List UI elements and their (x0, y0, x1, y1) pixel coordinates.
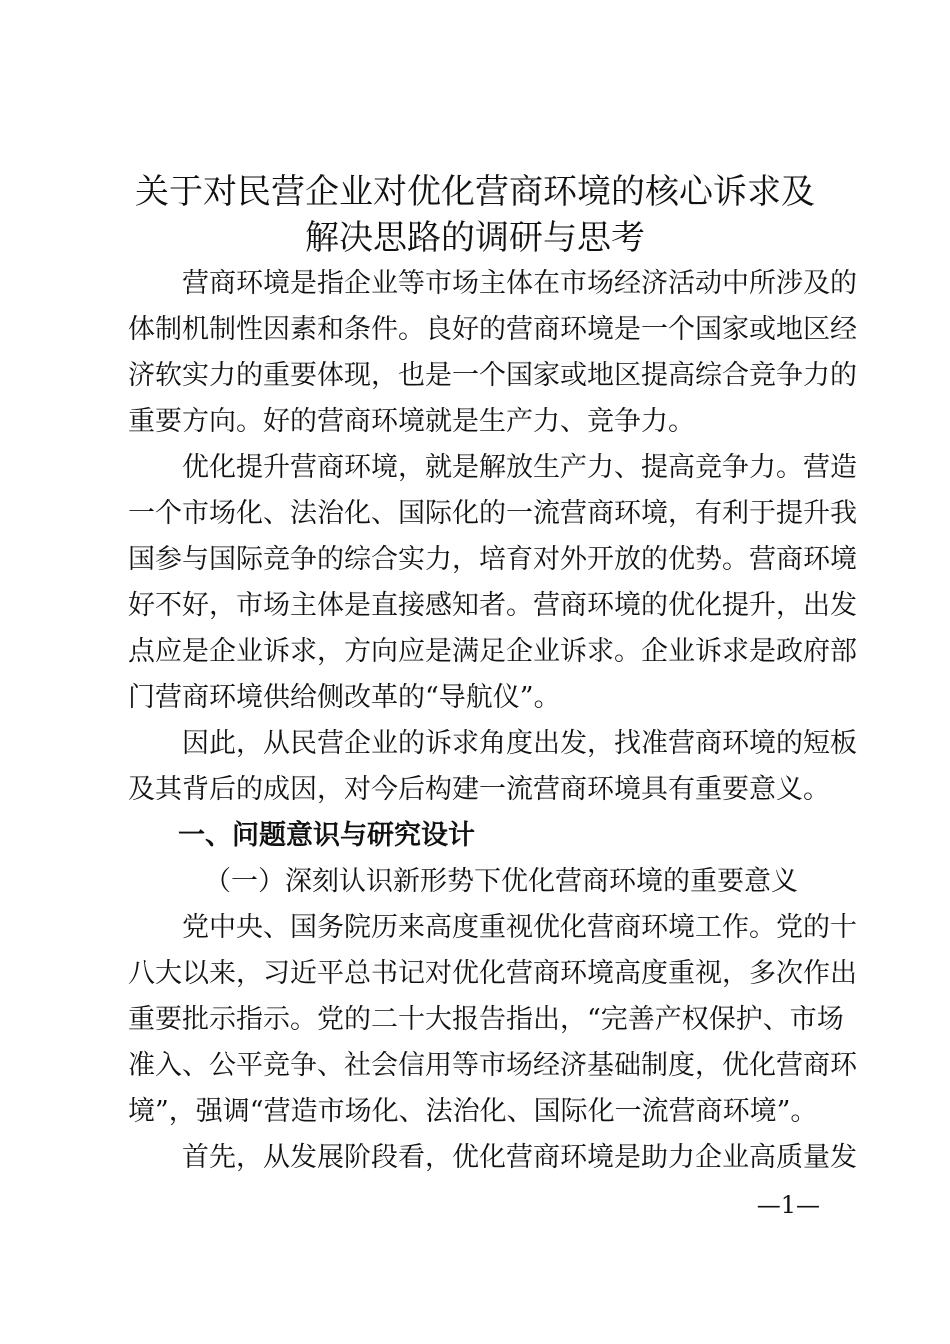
text-line: 首先，从发展阶段看，优化营商环境是助力企业高质量发 (182, 1142, 857, 1173)
text-line: 八大以来，习近平总书记对优化营商环境高度重视，多次作出 (128, 958, 857, 989)
text-line: 及其背后的成因，对今后构建一流营商环境具有重要意义。 (128, 774, 830, 805)
text-line: 重要批示指示。党的二十大报告指出，“完善产权保护、市场 (128, 1004, 844, 1035)
paragraph-5 (128, 1135, 857, 1181)
text-line: 国参与国际竞争的综合实力，培育对外开放的优势。营商环境 (128, 544, 857, 575)
document-title-line-1: 关于对民营企业对优化营商环境的核心诉求及 (135, 172, 815, 212)
text-line: 境”，强调“营造市场化、法治化、国际化一流营商环境”。 (128, 1096, 818, 1127)
text-line: 济软实力的重要体现，也是一个国家或地区提高综合竞争力的 (128, 360, 857, 391)
subsection-heading: （一）深刻认识新形势下优化营商环境的重要意义 (204, 866, 798, 897)
text-line: 好不好，市场主体是直接感知者。营商环境的优化提升，出发 (128, 590, 857, 621)
section-heading: 一、问题意识与研究设计 (178, 820, 475, 851)
paragraph-4 (128, 905, 857, 1135)
text-line: 党中央、国务院历来高度重视优化营商环境工作。党的十 (182, 912, 857, 943)
paragraph-3 (128, 721, 857, 813)
paragraph-2 (128, 445, 857, 721)
text-line: 因此，从民营企业的诉求角度出发，找准营商环境的短板 (182, 728, 857, 759)
paragraph-1 (128, 261, 857, 445)
text-line: 准入、公平竞争、社会信用等市场经济基础制度，优化营商环 (128, 1050, 857, 1081)
text-line: 点应是企业诉求，方向应是满足企业诉求。企业诉求是政府部 (128, 636, 857, 667)
page-number: —1— (756, 1191, 820, 1219)
text-line: 营商环境是指企业等市场主体在市场经济活动中所涉及的 (182, 268, 857, 299)
text-line: 体制机制性因素和条件。良好的营商环境是一个国家或地区经 (128, 314, 857, 345)
text-line: 一个市场化、法治化、国际化的一流营商环境，有利于提升我 (128, 498, 857, 529)
text-line: 优化提升营商环境，就是解放生产力、提高竞争力。营造 (182, 452, 857, 483)
text-line: 门营商环境供给侧改革的“导航仪”。 (128, 682, 561, 713)
text-line: 重要方向。好的营商环境就是生产力、竞争力。 (128, 406, 695, 437)
document-title-line-2: 解决思路的调研与思考 (305, 218, 645, 258)
document-page (128, 169, 857, 1181)
